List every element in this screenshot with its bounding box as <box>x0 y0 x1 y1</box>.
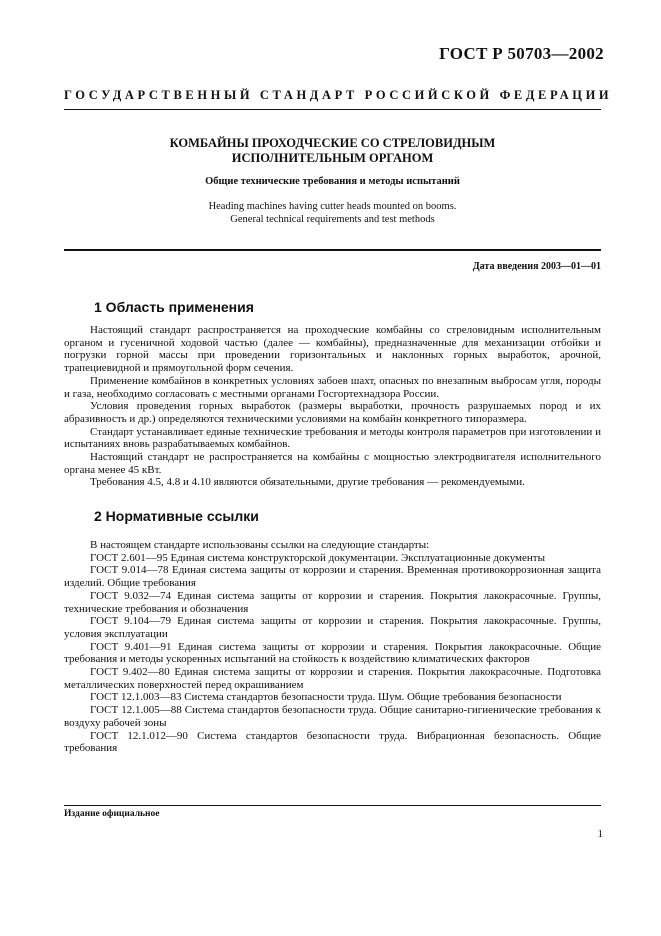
reference-item: ГОСТ 9.032—74 Единая система защиты от коррозии и старения. Покрытия лакокрасочные. Группы, технические требования и обозначения <box>64 589 601 615</box>
paragraph: Условия проведения горных выработок (размеры выработки, прочность разрушаемых пород и их абразивность и др.) определяются техническими условиями на комбайн конкретного типоразмера. <box>64 400 601 425</box>
paragraph: Требования 4.5, 4.8 и 4.10 являются обязательными, другие требования — рекомендуемыми. <box>90 476 525 489</box>
section-1-heading: 1 Область применения <box>94 299 254 315</box>
title-divider <box>64 249 601 251</box>
paragraph: Настоящий стандарт не распространяется на комбайны с мощностью электродвигателя исполнительного органа менее 45 кВт. <box>64 451 601 476</box>
document-title <box>64 136 601 166</box>
section-2-heading: 2 Нормативные ссылки <box>94 508 259 524</box>
document-code: ГОСТ Р 50703—2002 <box>439 44 604 63</box>
state-standard-banner: ГОСУДАРСТВЕННЫЙ СТАНДАРТ РОССИЙСКОЙ ФЕДЕРАЦИИ <box>64 88 613 102</box>
section-2-body <box>64 539 601 755</box>
reference-item: ГОСТ 2.601—95 Единая система конструкторской документации. Эксплуатационные документы <box>90 551 545 564</box>
reference-item: ГОСТ 9.014—78 Единая система защиты от коррозии и старения. Временная противокоррозионная защита изделий. Общие требования <box>64 564 601 590</box>
footer-divider <box>64 805 601 806</box>
section-1-body <box>64 324 601 489</box>
top-divider <box>64 109 601 110</box>
reference-item: ГОСТ 9.402—80 Единая система защиты от коррозии и старения. Покрытия лакокрасочные. Подготовка металлических поверхностей перед окрашиванием <box>64 666 601 691</box>
reference-item: ГОСТ 12.1.003—83 Система стандартов безопасности труда. Шум. Общие требования безопасности <box>90 691 562 704</box>
english-title-line-1: Heading machines having cutter heads mounted on booms. <box>208 201 457 212</box>
page-number: 1 <box>597 828 603 840</box>
edition-label: Издание официальное <box>64 809 160 819</box>
reference-item: ГОСТ 9.104—79 Единая система защиты от коррозии и старения. Покрытия лакокрасочные. Группы, условия эксплуатации <box>64 615 601 640</box>
introduction-date: Дата введения 2003—01—01 <box>472 261 601 272</box>
paragraph: Применение комбайнов в конкретных условиях забоев шахт, опасных по внезапным выбросам угля, породы и газа, необходимо согласовать с местными органами Госгортехнадзора России. <box>64 374 601 400</box>
document-subtitle: Общие технические требования и методы испытаний <box>205 176 460 187</box>
english-title-line-2: General technical requirements and test methods <box>230 214 435 225</box>
title-line-2: ИСПОЛНИТЕЛЬНЫМ ОРГАНОМ <box>231 151 434 165</box>
paragraph: Настоящий стандарт распространяется на проходческие комбайны со стреловидным исполнительным органом и гусеничной ходовой частью (далее — комбайны), предназначенные для механизации отбойки и погрузки горной массы при проведении горизонтальных и наклонных горных выработок, арочной, трапециевидной и прямоугольной форм сечения. <box>64 324 601 375</box>
english-title <box>64 200 601 226</box>
paragraph: В настоящем стандарте использованы ссылки на следующие стандарты: <box>90 539 430 551</box>
reference-item: ГОСТ 9.401—91 Единая система защиты от коррозии и старения. Покрытия лакокрасочные. Общие требования и методы ускоренных испытаний на стойкость к воздействию климатических факторов <box>64 640 601 666</box>
reference-item: ГОСТ 12.1.012—90 Система стандартов безопасности труда. Вибрационная безопасность. Общие требования <box>64 729 601 755</box>
reference-item: ГОСТ 12.1.005—88 Система стандартов безопасности труда. Общие санитарно-гигиенические требования к воздуху рабочей зоны <box>64 704 601 729</box>
title-line-1: КОМБАЙНЫ ПРОХОДЧЕСКИЕ СО СТРЕЛОВИДНЫМ <box>169 136 496 150</box>
paragraph: Стандарт устанавливает единые технические требования и методы контроля параметров при изготовлении и испытаниях вновь разрабатываемых комбайнов. <box>64 425 601 451</box>
